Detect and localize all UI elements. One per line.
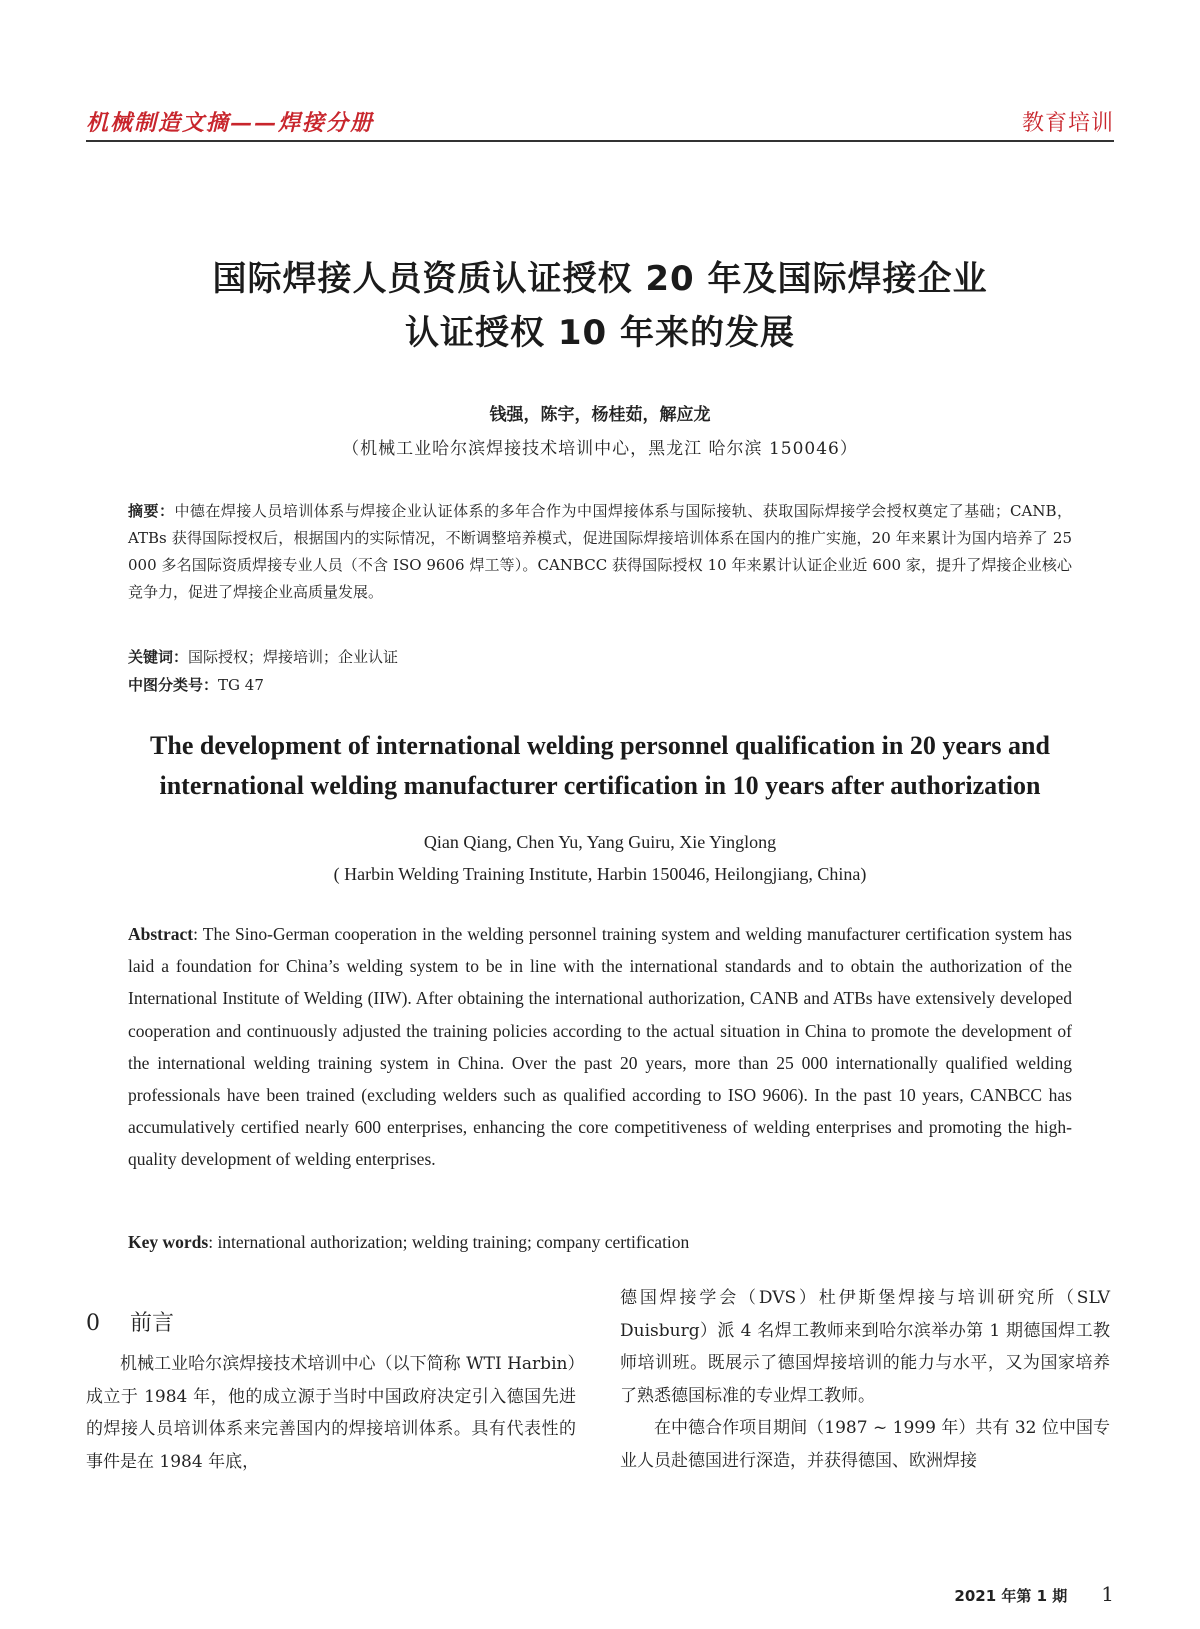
chinese-affiliation: （机械工业哈尔滨焊接技术培训中心，黑龙江 哈尔滨 150046）	[342, 439, 858, 459]
chinese-abstract-label: 摘要：	[128, 502, 175, 520]
clc-label: 中图分类号：	[128, 676, 219, 694]
english-title-line-1: The development of international welding personnel qualification in 20 years and	[150, 731, 1050, 760]
body-column-right	[620, 1282, 1110, 1477]
english-keywords-label: Key words	[128, 1232, 209, 1252]
english-title	[90, 726, 1110, 806]
issue-label: 2021 年第 1 期	[954, 1587, 1068, 1605]
clc-text: TG 47	[218, 676, 264, 694]
english-keywords-text: : international authorization; welding training; company certification	[208, 1232, 690, 1252]
english-keywords	[128, 1232, 689, 1253]
journal-name: 机械制造文摘——焊接分册	[86, 110, 375, 136]
chinese-authors: 钱强，陈宇，杨桂茹，解应龙	[489, 405, 711, 425]
body-column-left	[86, 1302, 576, 1478]
page-footer	[954, 1582, 1114, 1606]
english-abstract-label: Abstract	[128, 924, 194, 944]
section-heading	[86, 1302, 576, 1346]
section-title: 前言	[130, 1311, 175, 1336]
chinese-keywords-text: 国际授权；焊接培训；企业认证	[188, 648, 399, 666]
section-number: 0	[86, 1311, 100, 1336]
english-abstract-text: : The Sino-German cooperation in the welding personnel training system and welding manufacturer certification system has laid a foundation for China’s welding system to be in line with the international standards and to obtain the authorization of the International Institute of Welding (IIW). After obtaining the international authorization, CANB and ATBs have extensively developed cooperation and continuously adjusted the training policies according to the actual situation in China to promote the development of the international welding training system in China. Over the past 20 years, more than 25 000 internationally qualified welding professionals have been trained (excluding welders such as qualified according to ISO 9606). In the past 10 years, CANBCC has accumulatively certified nearly 600 enterprises, enhancing the core competitiveness of welding enterprises and promoting the high-quality development of welding enterprises.	[128, 924, 1072, 1170]
chinese-abstract	[128, 498, 1072, 606]
body-paragraph: 机械工业哈尔滨焊接技术培训中心（以下简称 WTI Harbin）成立于 1984 年，他的成立源于当时中国政府决定引入德国先进的焊接人员培训体系来完善国内的焊接培训体系。具有代表性的事件是在 1984 年底，	[86, 1354, 576, 1472]
english-authors: Qian Qiang, Chen Yu, Yang Guiru, Xie Yinglong	[423, 832, 777, 852]
body-paragraph: 在中德合作项目期间（1987 ~ 1999 年）共有 32 位中国专业人员赴德国进行深造，并获得德国、欧洲焊接	[620, 1418, 1110, 1471]
english-affiliation: ( Harbin Welding Training Institute, Harbin 150046, Heilongjiang, China)	[333, 864, 867, 884]
english-abstract	[128, 918, 1072, 1176]
english-title-line-2: international welding manufacturer certification in 10 years after authorization	[159, 771, 1041, 800]
section-name: 教育培训	[1021, 111, 1114, 136]
chinese-abstract-text: 中德在焊接人员培训体系与焊接企业认证体系的多年合作为中国焊接体系与国际接轨、获取国际焊接学会授权奠定了基础；CANB，ATBs 获得国际授权后，根据国内的实际情况，不断调整培养模式，促进国际焊接培训体系在国内的推广实施，20 年来累计为国内培养了 25 000 多名国际资质焊接专业人员（不含 ISO 9606 焊工等）。CANBCC 获得国际授权 10 年来累计认证企业近 600 家，提升了焊接企业核心竞争力，促进了焊接企业高质量发展。	[128, 502, 1072, 601]
running-header	[86, 104, 1114, 142]
chinese-keywords	[128, 646, 398, 667]
chinese-title-line-2: 认证授权 10 年来的发展	[405, 313, 795, 353]
clc-number	[128, 674, 264, 695]
chinese-title-line-1: 国际焊接人员资质认证授权 20 年及国际焊接企业	[212, 259, 988, 299]
chinese-keywords-label: 关键词：	[128, 648, 189, 666]
page-number: 1	[1101, 1582, 1114, 1606]
chinese-title	[100, 252, 1100, 360]
body-paragraph-continued: 德国焊接学会（DVS）杜伊斯堡焊接与培训研究所（SLV Duisburg）派 4 名焊工教师来到哈尔滨举办第 1 期德国焊工教师培训班。既展示了德国焊接培训的能力与水平，又为国家培养了熟悉德国标准的专业焊工教师。	[620, 1288, 1110, 1406]
